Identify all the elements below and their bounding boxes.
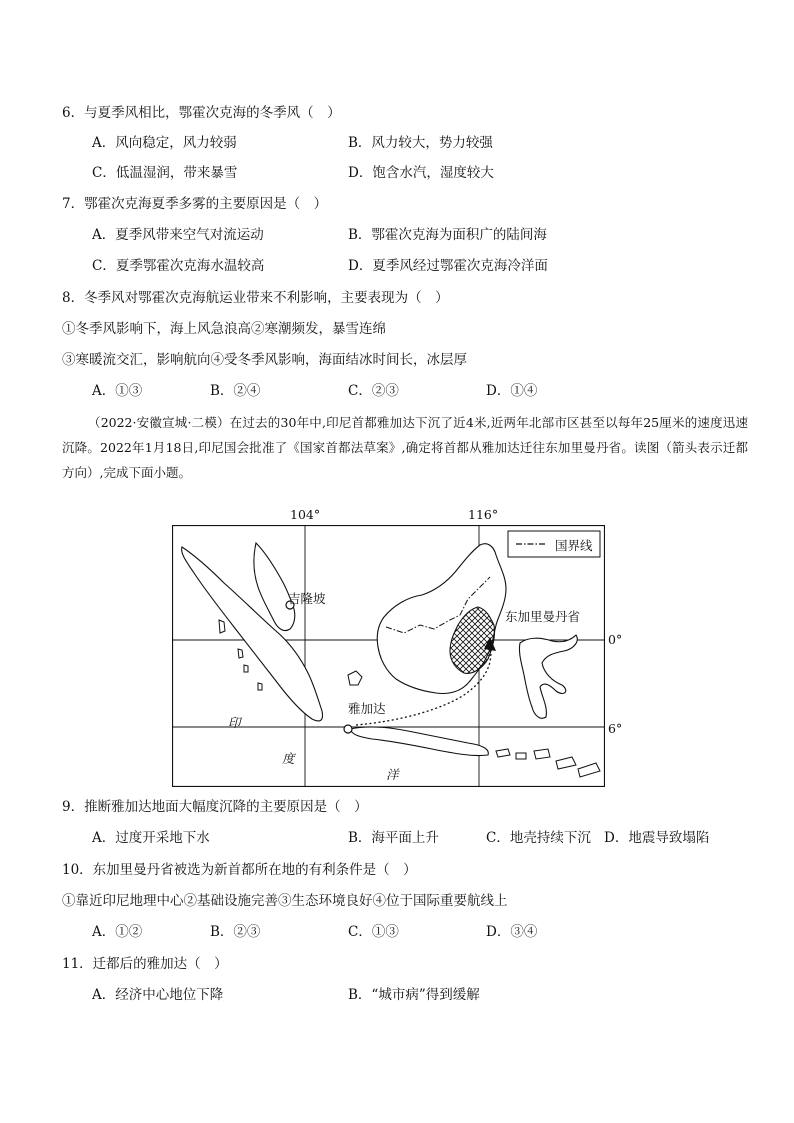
q8-stem: 8．冬季风对鄂霍次克海航运业带来不利影响，主要表现为（ ） [62, 290, 449, 306]
q6-option-c: C．低温湿润，带来暴雪 [92, 165, 238, 181]
ocean-label-2: 度 [282, 751, 295, 766]
q7-option-d: D．夏季风经过鄂霍次克海冷洋面 [348, 258, 548, 274]
q9-option-b: B．海平面上升 [348, 830, 439, 846]
q8-option-c: C．②③ [348, 383, 399, 399]
q6-stem: 6．与夏季风相比，鄂霍次克海的冬季风（ ） [62, 105, 341, 121]
q9-option-a: A．过度开采地下水 [92, 830, 210, 846]
q10-option-d: D．③④ [486, 924, 538, 940]
q9-option-c: C．地壳持续下沉 [486, 830, 591, 846]
q11-stem: 11．迁都后的雅加达（ ） [62, 956, 228, 972]
jakarta-marker [344, 725, 352, 733]
q11-option-a: A．经济中心地位下降 [92, 987, 224, 1003]
q11-option-b: B．“城市病”得到缓解 [348, 987, 480, 1003]
jakarta-label: 雅加达 [348, 701, 386, 716]
latitude-0-label: 0° [608, 632, 623, 647]
q8-option-d: D．①④ [486, 383, 538, 399]
east-kalimantan-label: 东加里曼丹省 [505, 609, 581, 624]
longitude-116-label: 116° [468, 507, 499, 522]
q10-option-c: C．①③ [348, 924, 399, 940]
q10-option-a: A．①② [92, 924, 143, 940]
reading-passage: （2022·安徽宣城·二模）在过去的30年中,印尼首都雅加达下沉了近4米,近两年北部市区甚至以每年25厘米的速度迅速沉降。2022年1月18日,印尼国会批准了《国家首都法草案》,确定将首都从雅加达迁往东加里曼丹省。读图（箭头表示迁都方向）,完成下面小题。 [62, 415, 748, 480]
q6-option-a: A．风向稳定，风力较弱 [92, 135, 237, 151]
q8-option-b: B．②④ [210, 383, 261, 399]
q8-statement-2: ③寒暖流交汇，影响航向④受冬季风影响，海面结冰时间长，冰层厚 [62, 352, 467, 368]
q10-option-b: B．②③ [210, 924, 261, 940]
q7-option-a: A．夏季风带来空气对流运动 [92, 227, 264, 243]
q7-option-c: C．夏季鄂霍次克海水温较高 [92, 258, 265, 274]
indonesia-map [172, 525, 605, 787]
q7-stem: 7．鄂霍次克海夏季多雾的主要原因是（ ） [62, 196, 328, 212]
q9-option-d: D．地震导致塌陷 [604, 830, 710, 846]
latitude-6-label: 6° [608, 721, 623, 736]
map-figure [172, 525, 605, 787]
q9-stem: 9．推断雅加达地面大幅度沉降的主要原因是（ ） [62, 799, 368, 815]
q8-statement-1: ①冬季风影响下，海上风急浪高②寒潮频发，暴雪连绵 [62, 321, 386, 337]
q7-option-b: B．鄂霍次克海为面积广的陆间海 [348, 227, 547, 243]
q10-stem: 10．东加里曼丹省被选为新首都所在地的有利条件是（ ） [62, 862, 417, 878]
q10-statements: ①靠近印尼地理中心②基础设施完善③生态环境良好④位于国际重要航线上 [62, 893, 508, 909]
legend-label: 国界线 [555, 538, 593, 553]
ocean-label-1: 印 [228, 715, 241, 730]
ocean-label-3: 洋 [386, 767, 399, 782]
longitude-104-label: 104° [290, 507, 321, 522]
q8-option-a: A．①③ [92, 383, 143, 399]
q6-option-d: D．饱含水汽，湿度较大 [348, 165, 494, 181]
kuala-lumpur-label: 吉隆坡 [288, 591, 326, 606]
q6-option-b: B．风力较大，势力较强 [348, 135, 493, 151]
